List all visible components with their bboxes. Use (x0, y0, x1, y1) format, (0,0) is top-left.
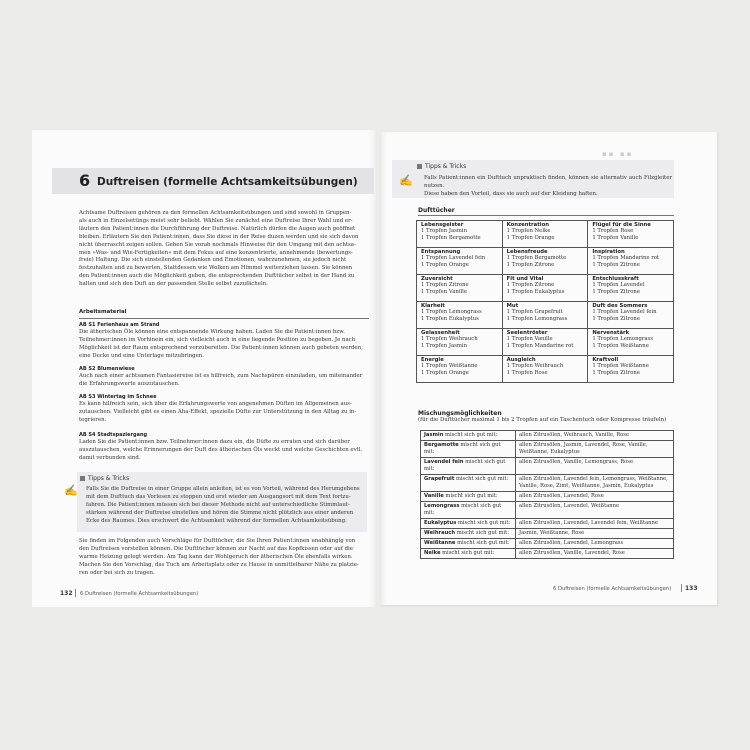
duft-ingredient: 1 Tropfen Mandarine rot (506, 343, 574, 350)
text-line: freie) Haltung. Die sich einstellenden Gedanken und Emotionen, wahrzunehmen, sie jedoch nicht (79, 257, 347, 264)
hand-icon: ✍ (399, 174, 413, 187)
duft-ingredient: 1 Tropfen Vanille (592, 235, 639, 242)
mix-row (421, 539, 674, 549)
duft-cell (502, 329, 588, 356)
material-rule (79, 318, 369, 319)
mix-row (421, 431, 674, 441)
mix-oil-name: Vanille (424, 493, 444, 499)
duft-ingredient: 1 Tropfen Rose (506, 370, 548, 377)
text-line: tegrieren. (79, 416, 107, 423)
text-line: stärken während der Duftreise einstellen und hören die Stimme nicht plötzlich aus einer anderen (86, 509, 354, 516)
right-footer-text: 6 Duftreisen (formelle Achtsamkeitsübungen) (553, 586, 672, 592)
duft-cell (417, 248, 503, 275)
text-line: festzuhalten und zu bewerten, Stattdessen wie Wolken am Himmel weiterziehen lassen. Sie können (79, 265, 353, 272)
closing-paragraph (79, 538, 369, 578)
mix-row (421, 502, 674, 519)
text-line: den Duftreisen vorstellen können. Die Dufttücher können zur Nacht auf das Kopfkissen oder auf die (79, 545, 353, 552)
left-tips-heading: Tipps & Tricks (88, 475, 130, 482)
duft-name: Klarheit (421, 303, 445, 309)
tips-square-icon (417, 164, 422, 169)
tips-square-icon (80, 476, 85, 481)
text-line: Sie finden im Folgenden auch Vorschläge für Dufttücher, die Sie Ihren Patient:innen unabhängig von (79, 538, 356, 544)
duft-name: Nervenstärk (592, 330, 630, 336)
mix-suffix: mischt sich gut mit: (424, 503, 502, 516)
mix-suffix: mischt sich gut mit: (440, 550, 495, 556)
duft-name: Entspannung (421, 249, 461, 255)
duft-ingredient: 1 Tropfen Lavendel fein (421, 255, 486, 261)
text-line: Falls Patient:innen ein Dufttuch unpraktisch finden, können sie alternativ auch Filzgleiter nutzen. (424, 175, 672, 189)
text-line: Achtsame Duftreisen gehören zu den formellen Achtsamkeitsübungen und sind sowohl in Gruppen- (79, 210, 352, 216)
ab1-paragraph (79, 329, 369, 361)
mix-value-cell: allen Zitrusölen, Lavendel, Weißtanne (516, 502, 674, 519)
duft-row (417, 248, 674, 275)
duft-row (417, 275, 674, 302)
text-line: nicht überrascht zeigen sollen. Geben Sie vorab nochmals Hinweise für den Umgang mit den achtsa- (79, 241, 356, 248)
mix-key-cell (421, 549, 516, 559)
mix-oil-name: Weihrauch (424, 530, 456, 536)
duft-cell (502, 248, 588, 275)
mix-key-cell (421, 441, 516, 458)
mix-suffix: mischt sich gut mit: (455, 540, 510, 546)
duft-ingredient: 1 Tropfen Mandarine rot (592, 255, 660, 261)
mix-key-cell (421, 458, 516, 475)
duft-ingredient: 1 Tropfen Eukalyptus (421, 316, 479, 323)
text-line: warme Heizung gelegt werden. Am Tag kann der Wohlgeruch der ätherischen Öle ebenfalls wirken. (79, 553, 353, 560)
mix-key-cell (421, 492, 516, 502)
duft-name: Inspiration (592, 249, 625, 255)
text-line: bleiben. Erläutern Sie den Patient:innen, dass Sie diese in der Reise duzen werden und sie sich davon (79, 233, 359, 240)
duft-cell (502, 275, 588, 302)
duft-name: Mut (506, 303, 519, 309)
duft-ingredient: 1 Tropfen Orange (506, 235, 555, 242)
duft-ingredient: 1 Tropfen Lemongrass (421, 309, 482, 315)
duft-name: Energie (421, 357, 444, 363)
duft-ingredient: 1 Tropfen Zitrone (592, 289, 640, 296)
dufttuecher-heading: Dufttücher (418, 207, 455, 214)
duft-cell (588, 221, 674, 248)
dufttuecher-rule (418, 215, 674, 216)
mix-oil-name: Lavendel fein (424, 459, 464, 465)
mix-key-cell (421, 502, 516, 519)
ab3-heading: AB S3 Wintertag im Schnee (79, 394, 157, 400)
mix-oil-name: Eukalyptus (424, 520, 457, 526)
duft-ingredient: 1 Tropfen Zitrone (592, 262, 640, 269)
mix-suffix: mischt sich gut mit: (424, 442, 501, 455)
duft-name: Flügel für die Sinne (592, 222, 651, 228)
duft-ingredient: 1 Tropfen Jasmin (421, 228, 468, 234)
mix-oil-name: Nelke (424, 550, 441, 556)
duft-name: Lebensfreude (506, 249, 548, 255)
mix-key-cell (421, 539, 516, 549)
mix-row (421, 441, 674, 458)
mix-value-cell: Jasmin, Weißtanne, Rose (516, 529, 674, 539)
duft-ingredient: 1 Tropfen Weihrauch (506, 363, 564, 369)
duft-ingredient: 1 Tropfen Weihrauch (421, 336, 478, 342)
text-line: die Erfahrungswerte auszutauschen. (79, 380, 180, 387)
text-line: auszutauschen, welche Erinnerungen der Duft des ätherischen Öls weckt und welche Geschichten evtl. (79, 446, 363, 453)
text-line: mit dem Dufttuch das Vorlesen zu stoppen und erst wieder am Ausgangsort mit dem Text fortzu- (86, 493, 351, 500)
mix-suffix: mischt sich gut mit: (455, 530, 509, 536)
text-line: Die ätherischen Öle können eine entspannende Wirkung haben. Laden Sie die Patient:innen bzw. (79, 329, 345, 335)
duft-name: Seelentröster (506, 330, 548, 336)
duft-ingredient: 1 Tropfen Bergamotte (421, 235, 481, 242)
text-line: Ecke des Raumes. Dies erschwert die Achtsamkeit während der formellen Achtsamkeitsübung. (86, 517, 347, 524)
ab3-paragraph (79, 401, 369, 425)
mix-row (421, 529, 674, 539)
text-line: Machen Sie den Vorschlag, das Tuch am Arbeitsplatz oder zu Hause in unmittelbarer Nähe zu platzie- (79, 561, 359, 568)
duft-name: Kraftvoll (592, 357, 619, 363)
duft-name: Fit und Vital (506, 276, 544, 282)
left-footer-divider (75, 589, 76, 597)
duft-name: Konzentration (506, 222, 550, 228)
mix-value-cell: allen Zitrusölen, Vanille, Lavendel, Rose (516, 549, 674, 559)
mix-row (421, 458, 674, 475)
mix-oil-name: Bergamotte (424, 442, 459, 448)
mix-value-cell: allen Zitrusölen, Weihrauch, Vanille, Rose (516, 431, 674, 441)
text-line: fahren. Die Patient:innen müssen sich bei dieser Methode nicht auf unterschiedliche Stimmlaut- (86, 501, 350, 508)
text-line: Falls Sie die Duftreise in einer Gruppe allein anleiten, ist es von Vorteil, während des Herumgehens (86, 486, 360, 492)
duft-ingredient: 1 Tropfen Lemongrass (506, 316, 568, 323)
duft-ingredient: 1 Tropfen Zitrone (421, 282, 469, 288)
text-line: eine Decke und eine Unterlage mitzubringen. (79, 352, 204, 359)
duft-ingredient: 1 Tropfen Lemongrass (592, 336, 653, 342)
mix-key-cell (421, 529, 516, 539)
duft-name: Zuversicht (421, 276, 453, 282)
right-tips-text (424, 175, 672, 199)
text-line: Auch nach einer achtsamen Fantasiereise ist es hilfreich, zum Nachspüren einzuladen, um miteinander (79, 373, 363, 379)
material-heading: Arbeitsmaterial (79, 309, 127, 315)
ab4-paragraph (79, 439, 369, 463)
duft-row (417, 302, 674, 329)
duft-name: Lebensgeister (421, 222, 464, 228)
text-line: damit verbunden sind. (79, 454, 141, 461)
mix-value-cell: allen Zitrusölen, Lavendel, Lemongrass (516, 539, 674, 549)
duft-cell (588, 329, 674, 356)
dufttuecher-table (416, 220, 674, 383)
mix-oil-name: Grapefruit (424, 476, 455, 482)
text-line: Es kann hilfreich sein, sich über die Erfahrungswerte von angenehmen Düften im Allgemeinen aus- (79, 401, 352, 407)
duft-ingredient: 1 Tropfen Lavendel (592, 282, 645, 288)
mix-suffix: mischt sich gut mit: (443, 493, 498, 499)
duft-cell (417, 302, 503, 329)
mix-heading: Mischungsmöglichkeiten (418, 410, 502, 417)
mix-oil-name: Weißtanne (424, 540, 456, 546)
duft-ingredient: 1 Tropfen Lavendel fein (592, 309, 657, 315)
mix-table (420, 430, 674, 559)
duft-name: Ausgleich (506, 357, 536, 363)
text-line: halten und sich den Duft an der passenden Stelle selbst zuzufächeln. (79, 281, 268, 288)
duft-ingredient: 1 Tropfen Weißtanne (592, 343, 649, 350)
mix-value-cell: allen Zitrusölen, Lavendel, Rose (516, 492, 674, 502)
mix-value-cell: allen Zitrusölen, Jasmin, Lavendel, Rose, Vanille, Weißtanne, Eukalyptus (516, 441, 674, 458)
duft-ingredient: 1 Tropfen Bergamotte (506, 255, 567, 261)
left-footer-text: 6 Duftreisen (formelle Achtsamkeitsübungen) (80, 591, 199, 597)
mix-value-cell: allen Zitrusölen, Lavendel fein, Lemongrass, Weißtanne, Vanille, Rose, Zimt, Weißtanne, Jasmin, Eukalyptus (516, 475, 674, 492)
mix-key-cell (421, 475, 516, 492)
mix-suffix: mischt sich gut mit: (443, 432, 498, 438)
text-line: Diese haben den Vorteil, dass sie auch auf der Kleidung haften. (424, 190, 598, 197)
duft-cell (417, 356, 503, 383)
duft-ingredient: 1 Tropfen Weißtanne (421, 363, 478, 369)
mix-value-cell: allen Zitrusölen, Vanille, Lemongrass, Rose (516, 458, 674, 475)
chapter-title: Duftreisen (formelle Achtsamkeitsübungen) (97, 176, 358, 188)
text-line: läutern den Patient:innen die Durchführung der Duftreise. Natürlich dürfen die Augen auch geöffnet (79, 225, 356, 232)
text-line: men »Was- und Wie-Fertigkeiten« mit dem Fokus auf eine konzentrierte, annehmende (bewertungs- (79, 249, 353, 256)
chapter-number: 6 (79, 171, 91, 190)
text-line: Laden Sie die Patient:innen bzw. Teilnehmer:innen dazu ein, die Düfte zu erraten und sich darüber (79, 439, 350, 445)
duft-ingredient: 1 Tropfen Vanille (421, 289, 468, 296)
duft-name: Entschlusskraft (592, 276, 639, 282)
duft-row (417, 356, 674, 383)
mix-oil-name: Jasmin (424, 432, 444, 438)
mix-oil-name: Lemongrass (424, 503, 460, 509)
left-page-number: 132 (60, 590, 73, 597)
duft-row (417, 329, 674, 356)
mix-row (421, 519, 674, 529)
duft-ingredient: 1 Tropfen Zitrone (506, 282, 555, 288)
duft-cell (502, 302, 588, 329)
mix-key-cell (421, 519, 516, 529)
duft-ingredient: 1 Tropfen Grapefruit (506, 309, 563, 315)
decorative-marks: ▪▪ ▪▪ (602, 150, 634, 158)
duft-cell (502, 356, 588, 383)
ab4-heading: AB S4 Stadtspaziergang (79, 432, 148, 438)
intro-paragraph (79, 210, 369, 289)
duft-ingredient: 1 Tropfen Jasmin (421, 343, 468, 350)
duft-ingredient: 1 Tropfen Weißtanne (592, 363, 649, 369)
duft-ingredient: 1 Tropfen Orange (421, 262, 469, 269)
duft-ingredient: 1 Tropfen Zitrone (592, 316, 640, 323)
mix-subheading: (für die Dufttücher maximal 1 bis 2 Tropfen auf ein Taschentuch oder Kompresse träufeln) (418, 417, 667, 423)
duft-ingredient: 1 Tropfen Rose (592, 228, 634, 234)
duft-cell (588, 248, 674, 275)
right-footer-divider (681, 584, 682, 592)
duft-cell (502, 221, 588, 248)
text-line: den Patient:innen auch die Möglichkeit geben, die entsprechenden Dufttücher selbst in der Hand zu (79, 273, 355, 280)
text-line: Möglichkeit ist der Raum entsprechend vorzubereiten. Die Patient:innen können auch gebeten werden, (79, 344, 363, 351)
duft-cell (588, 302, 674, 329)
mix-row (421, 475, 674, 492)
duft-ingredient: 1 Tropfen Eukalyptus (506, 289, 565, 296)
mix-suffix: mischt sich gut mit: (424, 459, 506, 472)
mix-value-cell: allen Zitrusölen, Lavendel, Lavendel fein, Weißtanne (516, 519, 674, 529)
duft-cell (588, 275, 674, 302)
hand-icon: ✍ (64, 484, 78, 497)
duft-name: Gelassenheit (421, 330, 460, 336)
text-line: ren oder bei sich zu tragen. (79, 569, 155, 576)
duft-name: Duft des Sommers (592, 303, 648, 309)
right-page-number: 133 (685, 585, 698, 592)
duft-ingredient: 1 Tropfen Nelke (506, 228, 551, 234)
left-tips-text (86, 486, 364, 526)
duft-ingredient: 1 Tropfen Zitrone (506, 262, 555, 269)
text-line: Teilnehmer:innen im Vorhinein ein, sich vielleicht auch in eine liegende Position zu begeben. Je nach (79, 336, 356, 343)
mix-suffix: mischt sich gut mit: (456, 520, 511, 526)
mix-suffix: mischt sich gut mit: (454, 476, 509, 482)
duft-ingredient: 1 Tropfen Orange (421, 370, 469, 377)
mix-row (421, 549, 674, 559)
ab2-heading: AB S2 Blumenwiese (79, 366, 135, 372)
duft-cell (417, 329, 503, 356)
duft-cell (417, 221, 503, 248)
duft-ingredient: 1 Tropfen Zitrone (592, 370, 640, 377)
ab2-paragraph (79, 373, 369, 389)
mix-row (421, 492, 674, 502)
duft-cell (588, 356, 674, 383)
ab1-heading: AB S1 Ferienhaus am Strand (79, 322, 160, 328)
duft-row (417, 221, 674, 248)
duft-ingredient: 1 Tropfen Vanille (506, 336, 553, 342)
mix-key-cell (421, 431, 516, 441)
text-line: als auch in Einzelsettings meist sehr beliebt. Wählen Sie zunächst eine Duftreise Ihrer Wahl und er- (79, 217, 353, 224)
duft-cell (417, 275, 503, 302)
text-line: zutauschen. Vielleicht gibt es einen Aha-Effekt, spezielle Düfte zur Unterstützung in den Alltag zu in- (79, 408, 357, 415)
right-tips-heading: Tipps & Tricks (425, 163, 467, 170)
